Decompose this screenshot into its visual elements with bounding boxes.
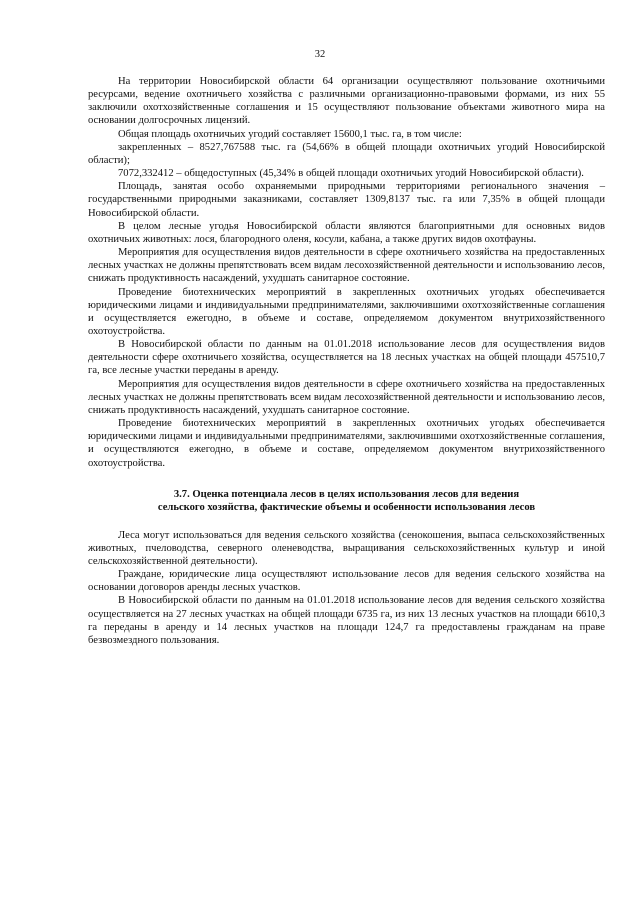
paragraph: Площадь, занятая особо охраняемыми природными территориями регионального значения – государственными природными заказниками, составляет 1309,8137 тыс. га или 7,35% в общей площади Новосибирской области. bbox=[88, 181, 605, 219]
paragraph: Проведение биотехнических мероприятий в закрепленных охотничьих угодьях обеспечивается юридическими лицами и индивидуальными предпринимателями, заключившими охотхозяйственные соглашения, и осуществляются ежегодно, в объеме и составе, определяемом документом внутрихозяйственного охотоустройства. bbox=[88, 418, 605, 469]
paragraph: Общая площадь охотничьих угодий составляет 15600,1 тыс. га, в том числе: bbox=[118, 128, 462, 140]
paragraph: На территории Новосибирской области 64 организации осуществляют пользование охотничьими ресурсами, ведение охотничьего хозяйства с различными организационно-правовыми формами, из них 55 заключили охотхозяйственные соглашения и 15 осуществляют пользование объектами животного мира на основании долгосрочных лицензий. bbox=[88, 76, 605, 127]
paragraph: Мероприятия для осуществления видов деятельности в сфере охотничьего хозяйства на предоставленных лесных участках не должны препятствовать всем видам лесохозяйственной деятельности и использованию лесов, снижать продуктивность насаждений, ухудшать санитарное состояние. bbox=[88, 247, 605, 285]
paragraph: В Новосибирской области по данным на 01.01.2018 использование лесов для осуществления видов деятельности сфере охотничьего хозяйства, осуществляется на 18 лесных участках на общей площади 457510,7 га, все лесные участки переданы в аренду. bbox=[88, 339, 605, 377]
page-number: 32 bbox=[314, 49, 326, 60]
section-heading-line: сельского хозяйства, фактические объемы и особенности использования лесов bbox=[157, 502, 536, 514]
paragraph: Проведение биотехнических мероприятий в закрепленных охотничьих угодьях обеспечивается юридическими лицами и индивидуальными предпринимателями, заключившими охотхозяйственные соглашения и осуществляется ежегодно, в объеме и составе, определяемом документом внутрихозяйственного охотоустройства. bbox=[88, 286, 605, 337]
paragraph: 7072,332412 – общедоступных (45,34% в общей площади охотничьих угодий Новосибирской области). bbox=[118, 168, 584, 180]
paragraph: В Новосибирской области по данным на 01.01.2018 использование лесов для ведения сельского хозяйства осуществляется на 27 лесных участках на общей площади 6735 га, из них 13 лесных участков на площади 6610,3 га переданы в аренду и 14 лесных участков на площади 124,7 га предоставлены гражданам на праве безвозмездного пользования. bbox=[88, 595, 605, 646]
paragraph: закрепленных – 8527,767588 тыс. га (54,66% в общей площади охотничьих угодий Новосибирской области); bbox=[88, 141, 605, 166]
paragraph: Граждане, юридические лица осуществляют использование лесов для ведения сельского хозяйства на основании договоров аренды лесных участков. bbox=[88, 569, 605, 594]
paragraph: В целом лесные угодья Новосибирской области являются благоприятными для основных видов охотничьих животных: лося, благородного оленя, косули, кабана, а также других видов охотфауны. bbox=[88, 220, 605, 245]
section-heading-line: 3.7. Оценка потенциала лесов в целях использования лесов для ведения bbox=[173, 488, 520, 500]
paragraph: Мероприятия для осуществления видов деятельности в сфере охотничьего хозяйства на предоставленных лесных участках не должны препятствовать всем видам лесохозяйственной деятельности и использованию лесов, снижать продуктивность насаждений, ухудшать санитарное состояние. bbox=[88, 378, 605, 416]
section-heading bbox=[88, 488, 605, 515]
body-text bbox=[88, 75, 605, 647]
paragraph: Леса могут использоваться для ведения сельского хозяйства (сенокошения, выпаса сельскохозяйственных животных, пчеловодства, северного оленеводства, выращивания сельскохозяйственных культур и иной сельскохозяйственной деятельности). bbox=[88, 529, 605, 567]
